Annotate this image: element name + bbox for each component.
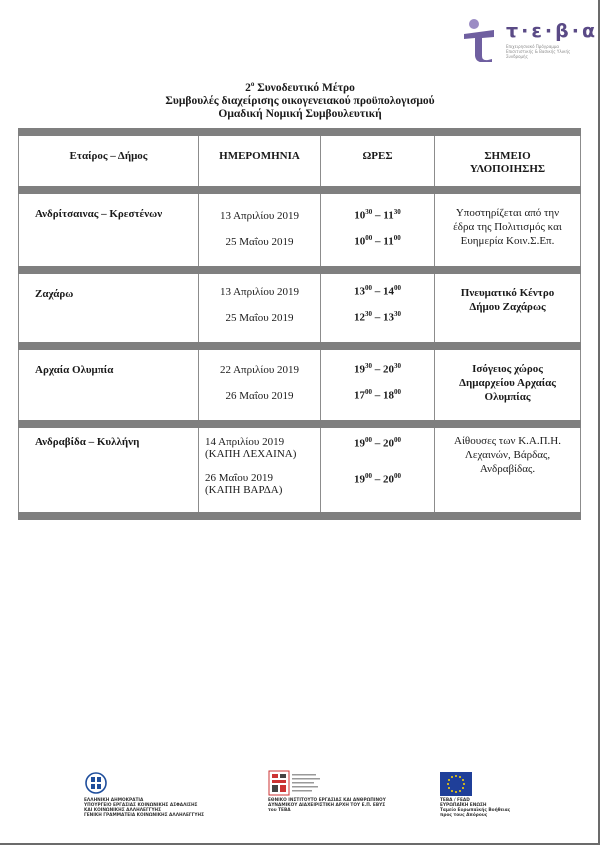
table-separator <box>18 266 581 274</box>
row-hours: $13^{00} - 14^{00}$ $12^{30} - 13^{30}$ <box>321 274 435 342</box>
row-dates: 22 Απριλίου 2019 26 Μαΐου 2019 <box>199 350 321 420</box>
eu-flag-icon <box>440 772 472 796</box>
row-place: Αίθουσες των Κ.Α.Π.Η. Λεχαινών, Βάρδας, Ανδραβίδας. <box>454 435 561 475</box>
teba-logo-mark-icon <box>462 18 496 62</box>
row-partner: Ανδρίτσαινας – Κρεστένων <box>19 194 199 266</box>
eiead-name-text-icon <box>292 772 322 794</box>
teba-wordmark: τ·ε·β·α <box>506 20 599 42</box>
row-partner: Ζαχάρω <box>19 274 199 342</box>
table-header-row <box>18 136 581 186</box>
schedule-table <box>18 128 581 520</box>
footer-eiead-text: ΕΘΝΙΚΟ ΙΝΣΤΙΤΟΥΤΟ ΕΡΓΑΣΙΑΣ ΚΑΙ ΑΝΘΡΩΠΙΝΟΥ ΔΥΝΑΜΙΚΟΥ ΔΙΑΧΕΙΡΙΣΤΙΚΗ ΑΡΧΗ ΤΟΥ Ε.Π. ΕΒΥΣ του ΤΕΒΑ <box>268 798 386 813</box>
table-row <box>18 350 581 420</box>
row-place: Υποστηρίζεται από την έδρα της Πολιτισμός και Ευημερία Κοιν.Σ.Επ. <box>453 207 562 247</box>
row-hours: $10^{30} - 11^{30}$ $10^{00} - 11^{00}$ <box>321 194 435 266</box>
row-partner: Ανδραβίδα – Κυλλήνη <box>19 428 199 512</box>
teba-logo <box>456 14 599 70</box>
row-dates: 13 Απριλίου 2019 25 Μαΐου 2019 <box>199 194 321 266</box>
heading-line-3: Ομαδική Νομική Συμβουλευτική <box>218 107 382 120</box>
table-separator <box>18 512 581 520</box>
eiead-logo-icon <box>268 770 290 796</box>
row-dates: 13 Απριλίου 2019 25 Μαΐου 2019 <box>199 274 321 342</box>
heading-line-2: Συμβουλές διαχείρισης οικογενειακού προϋπολογισμού <box>165 94 435 107</box>
row-hours: $19^{00} - 20^{00}$ $19^{00} - 20^{00}$ <box>321 428 435 512</box>
header-place: ΣΗΜΕΙΟ ΥΛΟΠΟΙΗΣΗΣ <box>469 150 546 175</box>
table-row <box>18 428 581 512</box>
row-dates: 14 Απριλίου 2019 (ΚΑΠΗ ΛΕΧΑΙΝΑ) 26 Μαΐου 2019 (ΚΑΠΗ ΒΑΡΔΑ) <box>199 428 321 512</box>
heading-line-1: $2^o$ Συνοδευτικό Μέτρο <box>245 80 355 94</box>
teba-subtitle: Επιχειρησιακό Πρόγραμμα Επισιτιστικής & Βασικής Υλικής Συνδρομής <box>506 44 571 59</box>
footer-eu-text: ΤΕΒΑ / FEAD ΕΥΡΩΠΑΪΚΗ ΕΝΩΣΗ Ταμείο Ευρωπαϊκής Βοήθειας προς τους Απόρους <box>440 798 511 818</box>
table-row <box>18 274 581 342</box>
row-partner: Αρχαία Ολυμπία <box>19 350 199 420</box>
table-separator <box>18 128 581 136</box>
header-partner: Εταίρος – Δήμος <box>19 136 199 186</box>
document-heading <box>0 78 600 121</box>
header-date: ΗΜΕΡΟΜΗΝΙΑ <box>199 136 321 186</box>
table-separator <box>18 420 581 428</box>
greek-republic-emblem-icon <box>85 772 107 794</box>
table-row <box>18 194 581 266</box>
header-hours: ΩΡΕΣ <box>321 136 435 186</box>
row-hours: $19^{30} - 20^{30}$ $17^{00} - 18^{00}$ <box>321 350 435 420</box>
table-separator <box>18 342 581 350</box>
table-separator <box>18 186 581 194</box>
row-place: Πνευματικό Κέντρο Δήμου Ζαχάρως <box>460 287 555 313</box>
row-place: Ισόγειος χώρος Δημαρχείου Αρχαίας Ολυμπίας <box>459 363 556 403</box>
footer-ministry-text: ΕΛΛΗΝΙΚΗ ΔΗΜΟΚΡΑΤΙΑ ΥΠΟΥΡΓΕΙΟ ΕΡΓΑΣΙΑΣ ΚΟΙΝΩΝΙΚΗΣ ΑΣΦΑΛΙΣΗΣ ΚΑΙ ΚΟΙΝΩΝΙΚΗΣ ΑΛΛΗΛΕΓΓΥΗΣ ΓΕΝΙΚΗ ΓΡΑΜΜΑΤΕΙΑ ΚΟΙΝΩΝΙΚΗΣ ΑΛΛΗΛΕΓΓΥΗΣ <box>84 798 205 818</box>
